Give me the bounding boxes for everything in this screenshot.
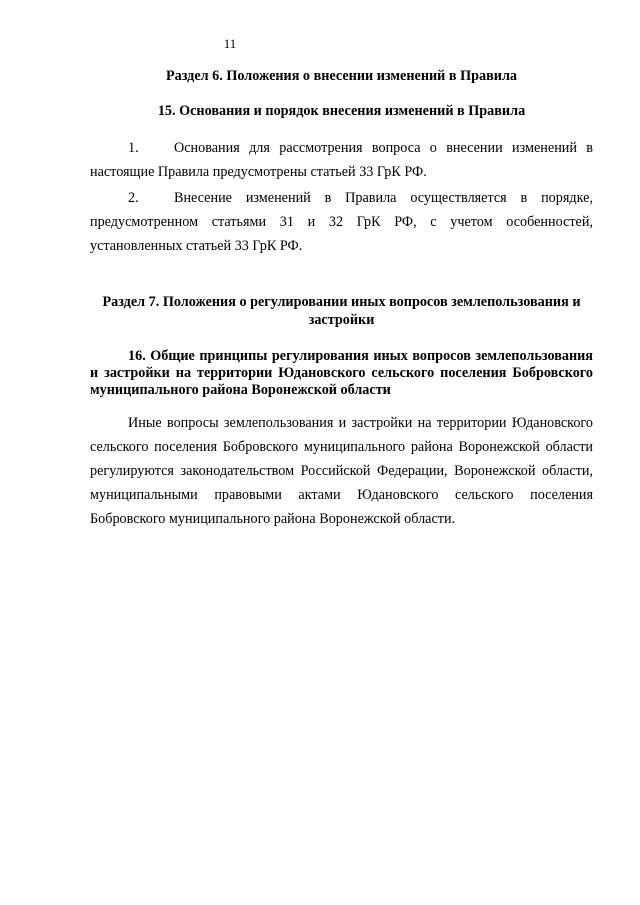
list-item [90, 136, 593, 184]
list-item-text: Основания для рассмотрения вопроса о внесении изменений в настоящие Правила предусмотрены статьей 33 ГрК РФ. [90, 140, 593, 180]
body-paragraph: Иные вопросы землепользования и застройки на территории Юдановского сельского поселения Бобровского муниципального района Воронежской области регулируются законодательством Российской Федерации, Воронежской области, муниципальными правовыми актами Юдановского сельского поселения Бобровского муниципального района Воронежской области. [90, 415, 593, 527]
list-item [90, 186, 593, 258]
list-item-text: Внесение изменений в Правила осуществляется в порядке, предусмотренном статьями 31 и 32 ГрК РФ, с учетом особенностей, установленных статьей 33 ГрК РФ. [90, 190, 593, 254]
section-6-title: Раздел 6. Положения о внесении изменений в Правила [165, 68, 518, 84]
page-number: 11 [223, 36, 237, 51]
section-7-title: Раздел 7. Положения о регулировании иных вопросов землепользования и застройки [102, 294, 581, 328]
subsection-16-title: 16. Общие принципы регулирования иных вопросов землепользования и застройки на территории Юдановского сельского поселения Бобровского муниципального района Воронежской области [90, 348, 593, 398]
list-item-number: 1. [128, 140, 139, 156]
list-item-number: 2. [128, 190, 139, 206]
subsection-15-title: 15. Основания и порядок внесения изменений в Правила [157, 103, 526, 119]
